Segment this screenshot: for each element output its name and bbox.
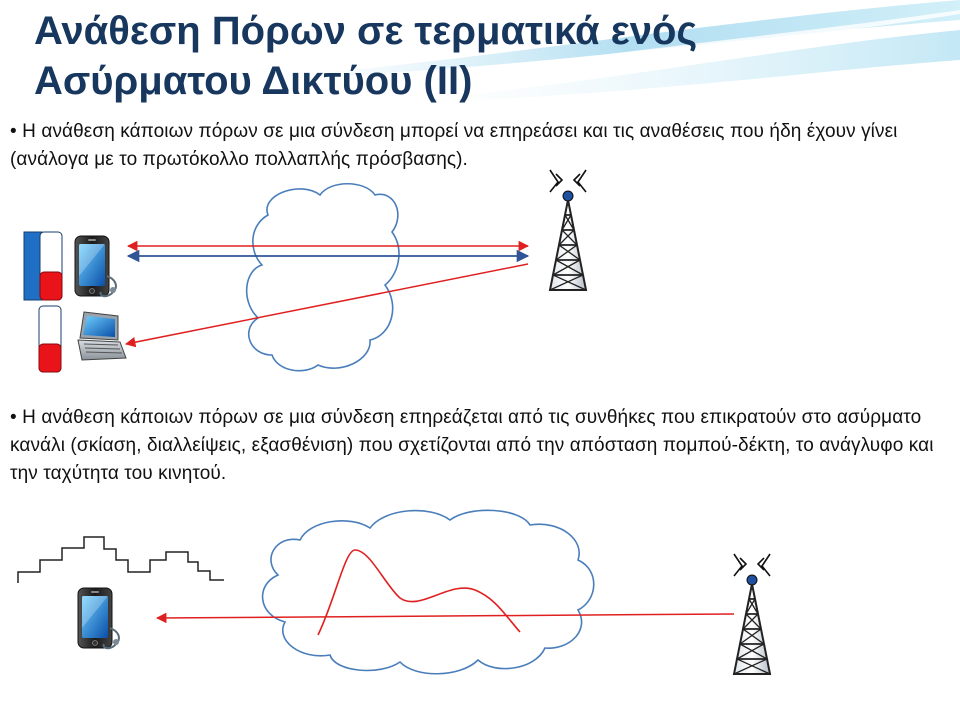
cell-tower-icon xyxy=(734,554,770,674)
cell-tower-icon xyxy=(550,170,586,290)
terrain-profile xyxy=(18,537,224,583)
bullet-2-text: Η ανάθεση κάποιων πόρων σε μια σύνδεση επηρεάζεται από τις συνθήκες που επικρατούν στο ασύρματο κανάλι (σκίαση, διαλλείψεις, εξασθένιση) που σχετίζονται από την απόσταση πομπού-δέκτη, το ανάγλυφο και την ταχύτητα του κινητού. xyxy=(10,407,934,484)
laptop-icon xyxy=(78,312,126,360)
bullet-1-text: Η ανάθεση κάποιων πόρων σε μια σύνδεση μπορεί να επηρεάσει και τις αναθέσεις που ήδη έχουν γίνει (ανάλογα με το πρωτόκολλο πολλαπλής πρόσβασης). xyxy=(10,121,898,170)
cloud-shape xyxy=(247,184,399,371)
bullet-marker: • xyxy=(10,121,17,142)
resource-bar-laptop xyxy=(39,306,61,372)
slide-title-line-1: Ανάθεση Πόρων σε τερματικά ενός xyxy=(34,9,698,53)
cloud-shape xyxy=(263,510,594,673)
smartphone-icon xyxy=(75,236,116,296)
smartphone-icon xyxy=(78,588,119,648)
resource-bar-phone xyxy=(24,232,62,300)
slide-title-line-2: Ασύρματου Δικτύου (ΙΙ) xyxy=(34,59,473,103)
bullet-marker: • xyxy=(10,407,17,428)
